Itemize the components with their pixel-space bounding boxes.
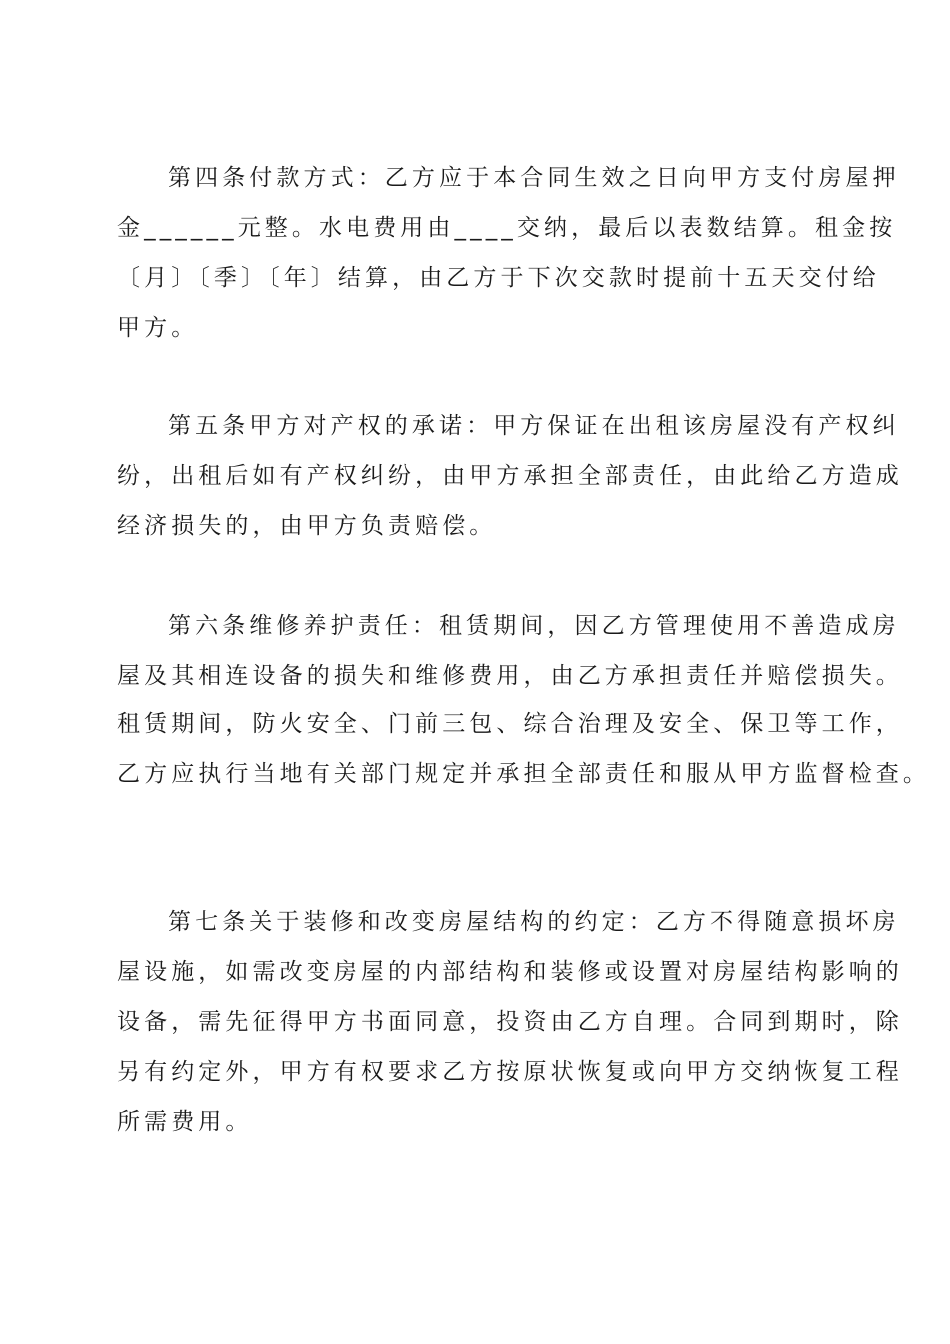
text-line: 金______元整。水电费用由____交纳，最后以表数结算。租金按: [117, 215, 897, 241]
text-line: 另有约定外，甲方有权要求乙方按原状恢复或向甲方交纳恢复工程: [117, 1059, 903, 1085]
text-line: 租赁期间，防火安全、门前三包、综合治理及安全、保卫等工作，: [117, 711, 903, 737]
text-line: 〔月〕〔季〕〔年〕结算，由乙方于下次交款时提前十五天交付给: [117, 265, 880, 291]
text-line: 第五条甲方对产权的承诺：甲方保证在出租该房屋没有产权纠: [168, 413, 900, 439]
text-line: 第四条付款方式：乙方应于本合同生效之日向甲方支付房屋押: [168, 165, 900, 191]
text-line: 屋设施，如需改变房屋的内部结构和装修或设置对房屋结构影响的: [117, 959, 903, 985]
text-line: 乙方应执行当地有关部门规定并承担全部责任和服从甲方监督检查。: [117, 761, 930, 787]
text-line: 第七条关于装修和改变房屋结构的约定：乙方不得随意损坏房: [168, 909, 900, 935]
text-line: 屋及其相连设备的损失和维修费用，由乙方承担责任并赔偿损失。: [117, 663, 903, 689]
text-line: 甲方。: [117, 315, 199, 341]
text-line: 设备，需先征得甲方书面同意，投资由乙方自理。合同到期时，除: [117, 1009, 903, 1035]
text-line: 所需费用。: [117, 1109, 253, 1135]
text-line: 经济损失的，由甲方负责赔偿。: [117, 513, 497, 539]
text-line: 纷，出租后如有产权纠纷，由甲方承担全部责任，由此给乙方造成: [117, 463, 903, 489]
text-line: 第六条维修养护责任：租赁期间，因乙方管理使用不善造成房: [168, 613, 900, 639]
